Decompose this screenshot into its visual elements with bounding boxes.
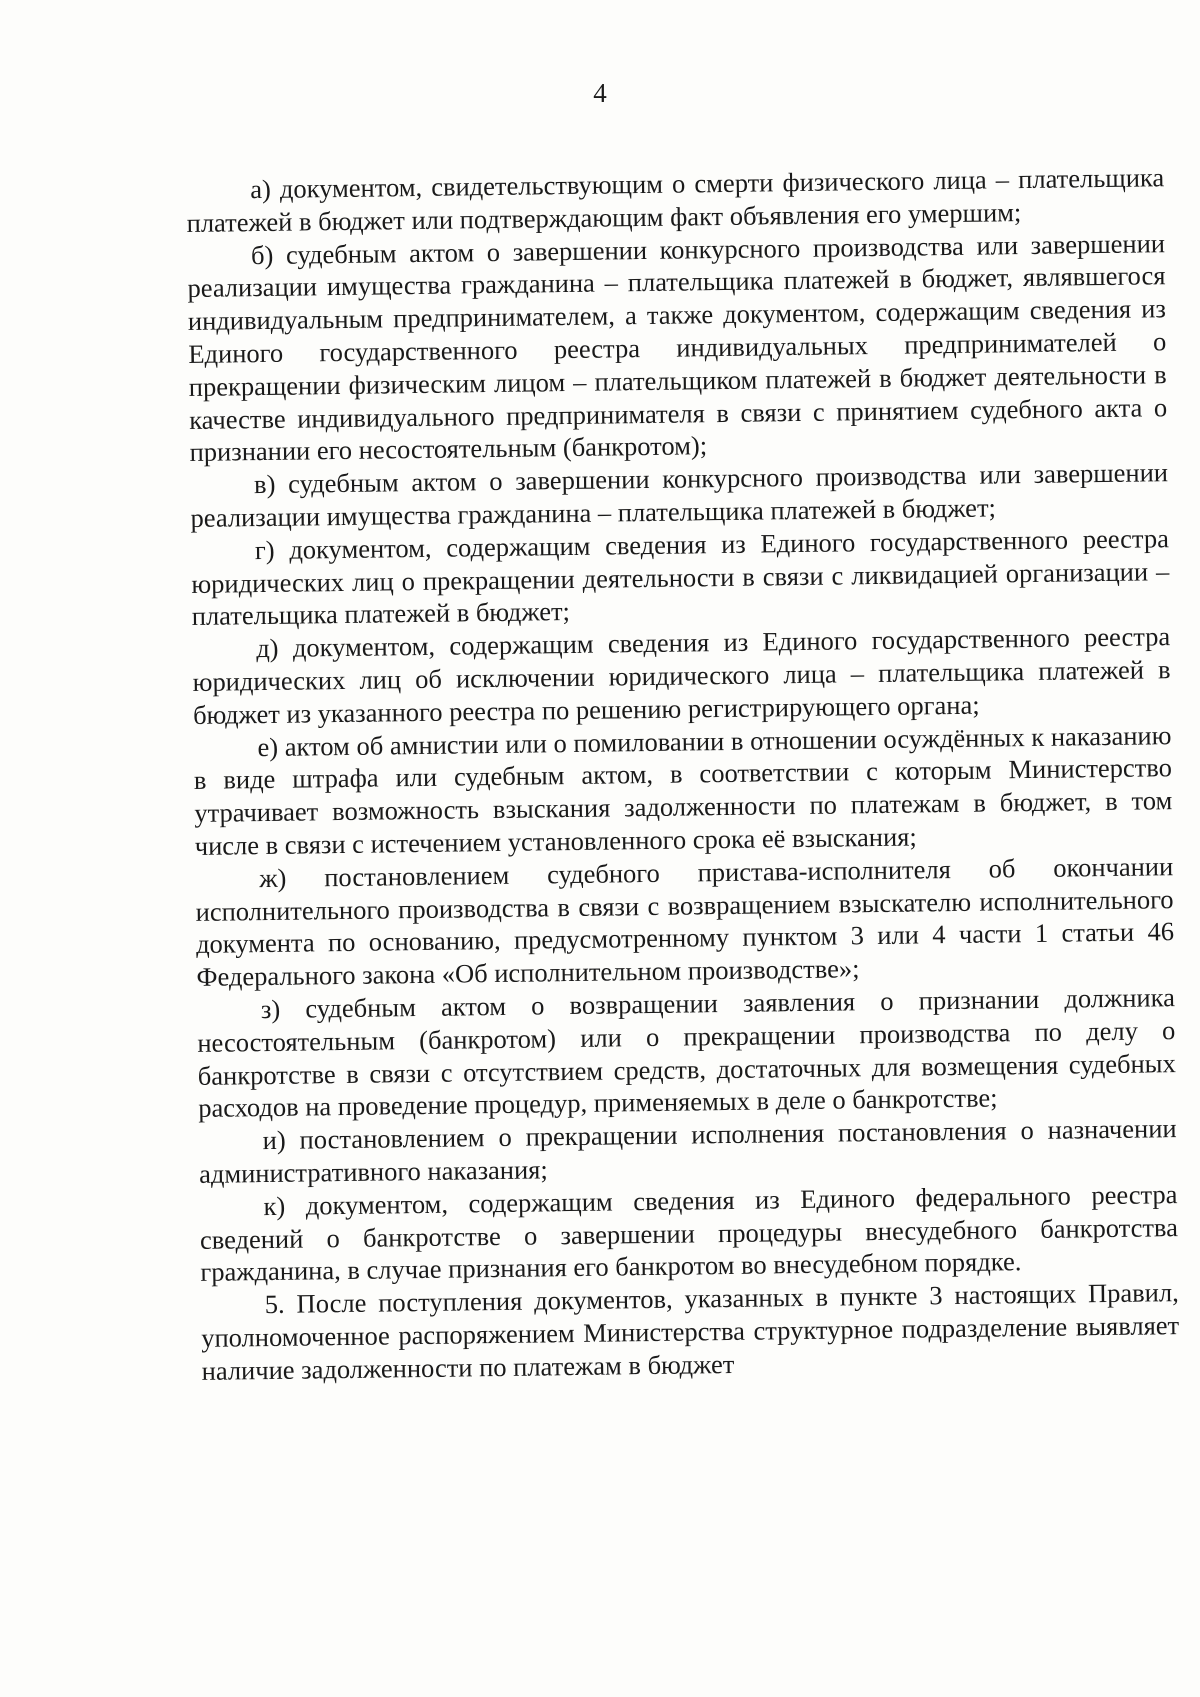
paragraph-i: и) постановлением о прекращении исполнения постановления о назначении административного наказания; — [198, 1113, 1177, 1189]
paragraph-b: б) судебным актом о завершении конкурсного производства или завершении реализации имущества гражданина – плательщика платежей в бюджет, являвшегося индивидуальным предпринимателем, а также документом, содержащим сведения из Единого государственного реестра индивидуальных предпринимателей о прекращении физическим лицом – плательщиком платежей в бюджет деятельности в качестве индивидуального предпринимателя в связи с принятием судебного акта о признании его несостоятельным (банкротом); — [187, 227, 1168, 468]
paragraph-d: д) документом, содержащим сведения из Единого государственного реестра юридических лиц об исключении юридического лица – плательщика платежей в бюджет из указанного реестра по решению регистрирующего органа; — [192, 621, 1171, 730]
paragraph-z: з) судебным актом о возвращении заявления о признании должника несостоятельным (банкротом) или о прекращении производства по делу о банкротстве в связи с отсутствием средств, достаточных для возмещения судебных расходов на проведение процедур, применяемых в деле о банкротстве; — [197, 982, 1176, 1124]
paragraph-e: е) актом об амнистии или о помиловании в отношении осуждённых к наказанию в виде штрафа или судебным актом, в соответствии с которым Министерство утрачивает возможность взыскания задолженности по платежам в бюджет, в том числе в связи с истечением установленного срока её взыскания; — [193, 719, 1173, 861]
paragraph-zh: ж) постановлением судебного пристава-исполнителя об окончании исполнительного производства в связи с возвращением взыскателю исполнительного документа по основанию, предусмотренному пунктом 3 или 4 части 1 статьи 46 Федерального закона «Об исполнительном производстве»; — [195, 850, 1175, 993]
paragraph-v: в) судебным актом о завершении конкурсного производства или завершении реализации имущества гражданина – плательщика платежей в бюджет; — [190, 457, 1169, 533]
paragraph-g: г) документом, содержащим сведения из Единого государственного реестра юридических лиц о прекращении деятельности в связи с ликвидацией организации – плательщика платежей в бюджет; — [191, 522, 1170, 632]
page-number: 4 — [593, 78, 607, 108]
paragraph-5: 5. После поступления документов, указанных в пункте 3 настоящих Правил, уполномоченное распоряжением Министерства структурное подразделение выявляет наличие задолженности по платежам в бюджет — [201, 1277, 1180, 1386]
document-body — [186, 161, 1180, 1387]
paragraph-k: к) документом, содержащим сведения из Единого федерального реестра сведений о банкротстве о завершении процедуры внесудебного банкротства гражданина, в случае признания его банкротом во внесудебном порядке. — [199, 1178, 1179, 1288]
paragraph-a: а) документом, свидетельствующим о смерти физического лица – плательщика платежей в бюджет или подтверждающим факт объявления его умершим; — [186, 162, 1165, 238]
